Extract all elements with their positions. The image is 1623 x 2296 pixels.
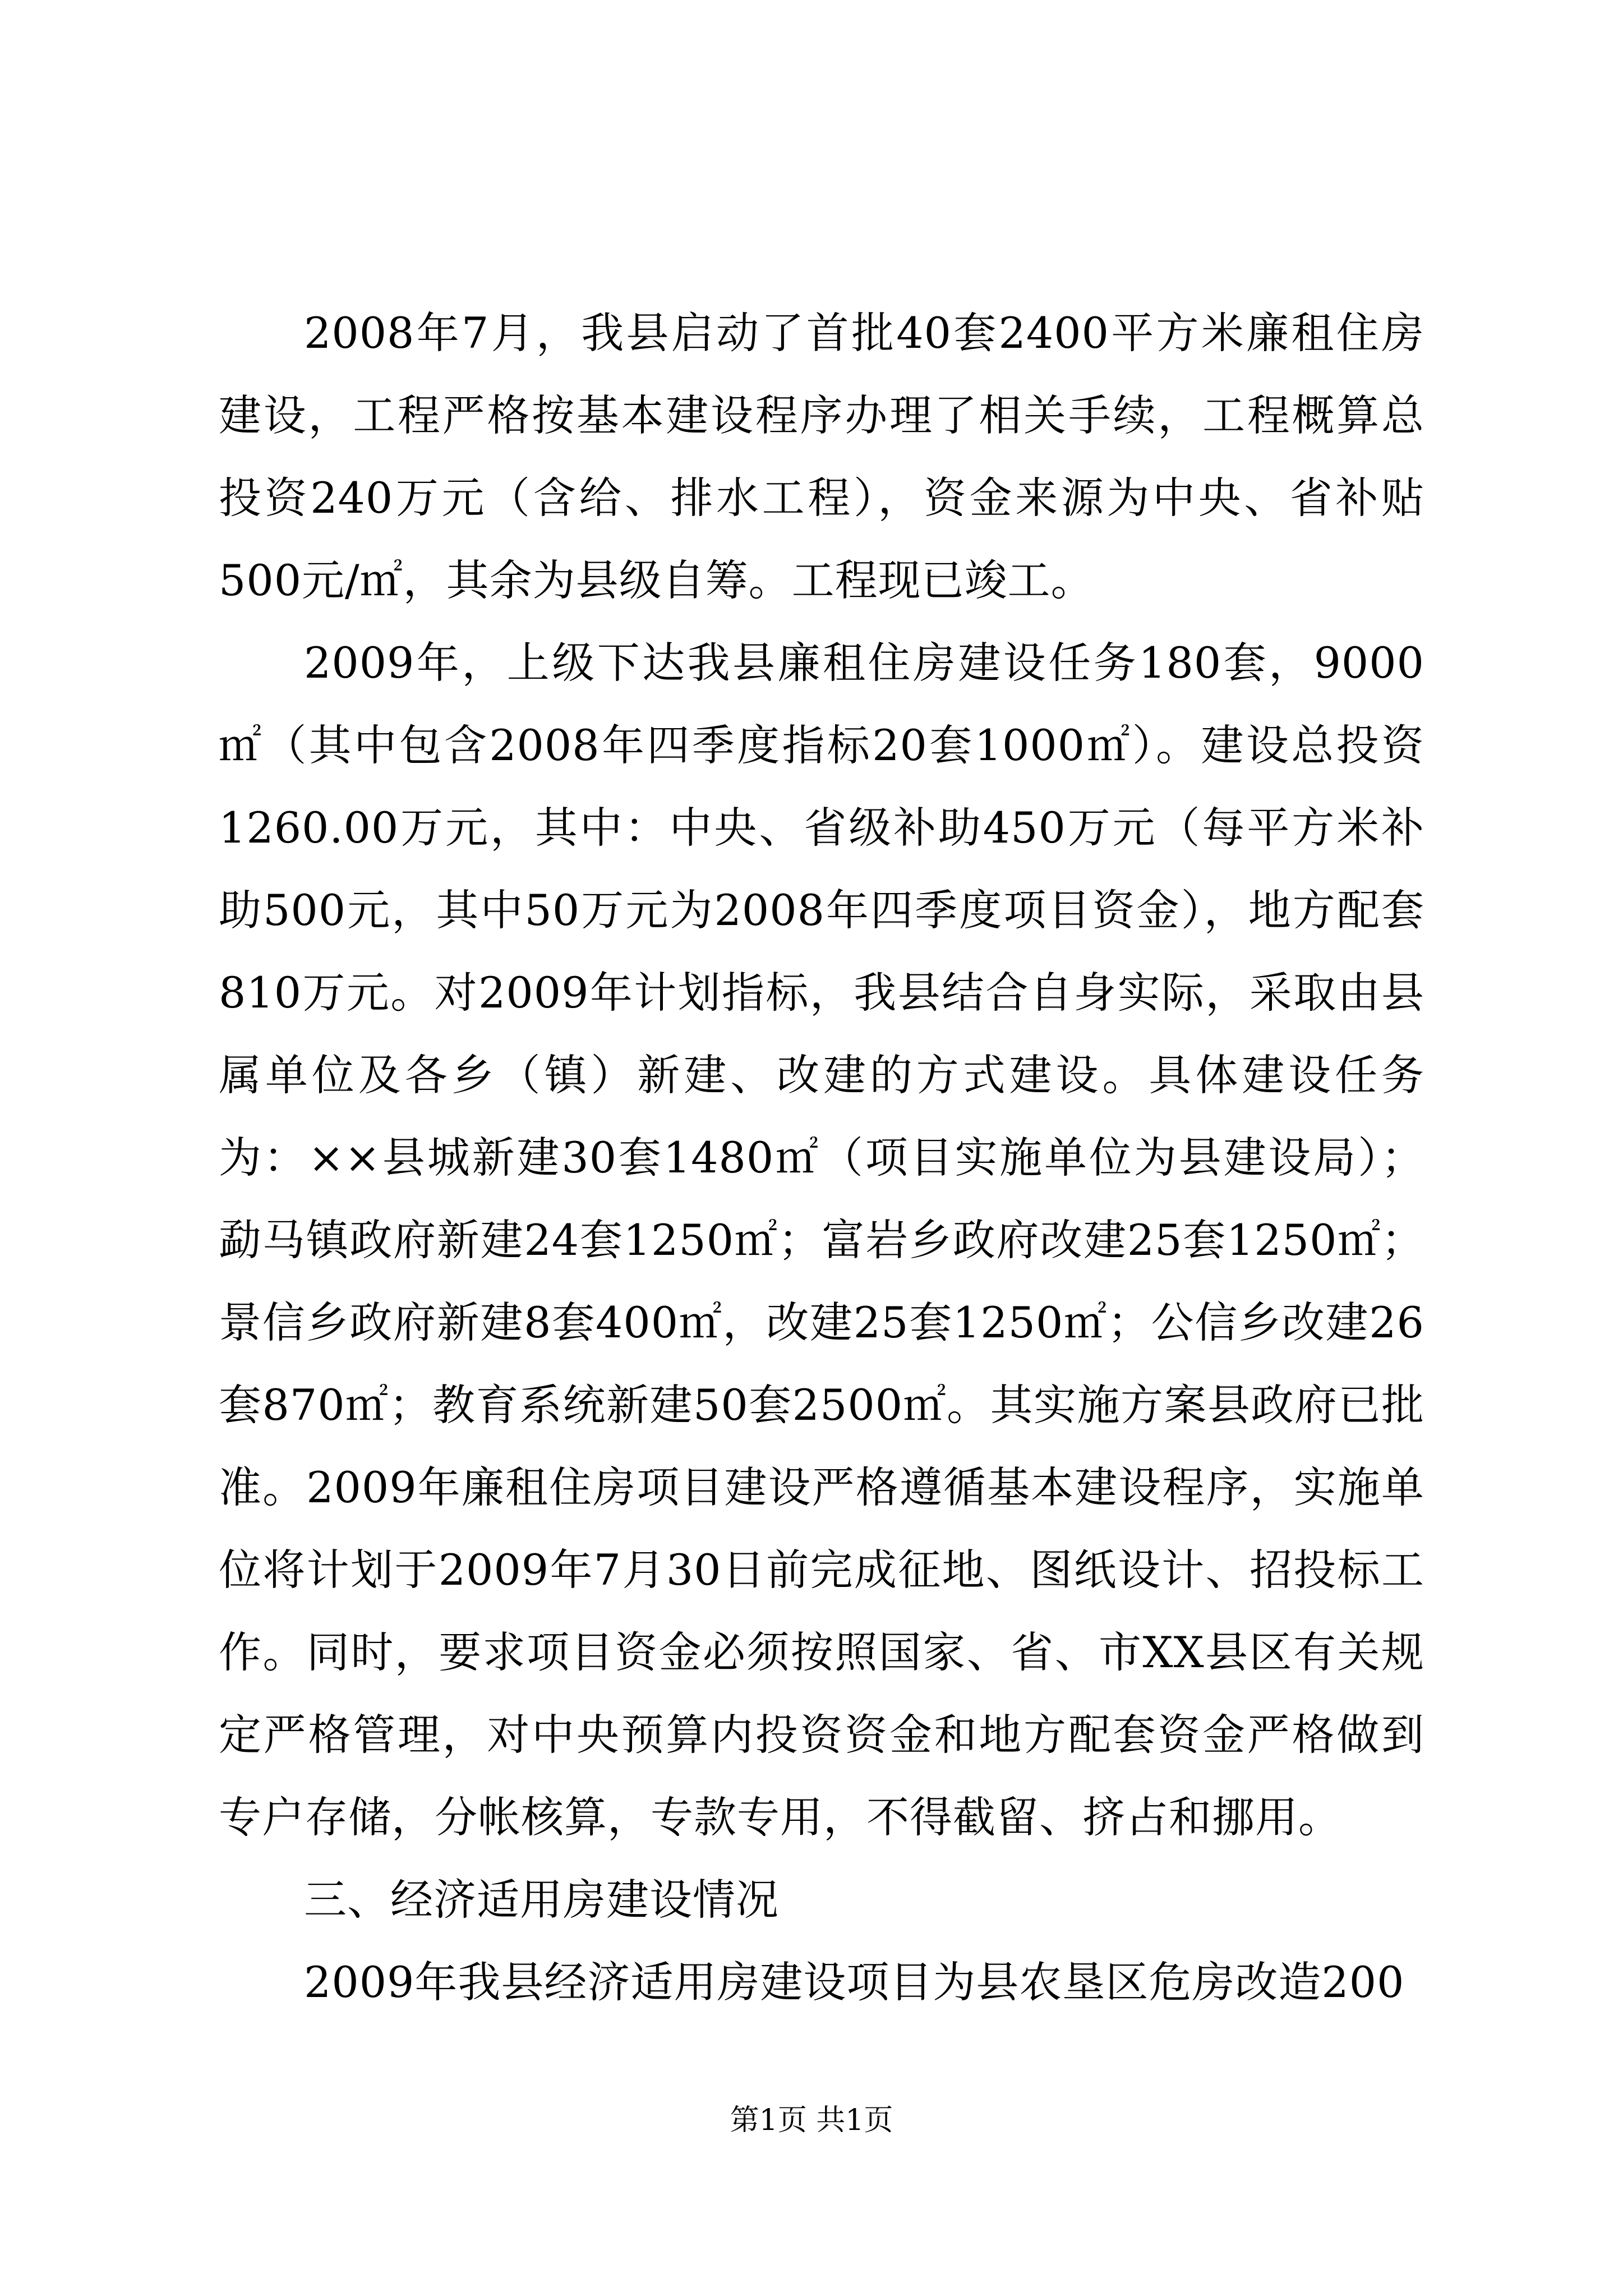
section-heading-affordable-housing: 三、经济适用房建设情况 [304, 1875, 779, 1925]
document-body [219, 292, 1424, 2023]
paragraph-lianzu-2009: 2009年，上级下达我县廉租住房建设任务180套，9000㎡（其中包含2008年四季度指标20套1000㎡）。建设总投资1260.00万元，其中：中央、省级补助450万元（每平方米补助500元，其中50万元为2008年四季度项目资金），地方配套810万元。对2009年计划指标，我县结合自身实际，采取由县属单位及各乡（镇）新建、改建的方式建设。具体建设任务为：××县城新建30套1480㎡（项目实施单位为县建设局）；勐马镇政府新建24套1250㎡；富岩乡政府改建25套1250㎡；景信乡政府新建8套400㎡，改建25套1250㎡；公信乡改建26套870㎡；教育系统新建50套2500㎡。其实施方案县政府已批准。2009年廉租住房项目建设严格遵循基本建设程序，实施单位将计划于2009年7月30日前完成征地、图纸设计、招投标工作。同时，要求项目资金必须按照国家、省、市XX县区有关规定严格管理，对中央预算内投资资金和地方配套资金严格做到专户存储，分帐核算，专款专用，不得截留、挤占和挪用。 [219, 638, 1424, 1842]
paragraph-lianzu-2008: 2008年7月，我县启动了首批40套2400平方米廉租住房建设，工程严格按基本建设程序办理了相关手续，工程概算总投资240万元（含给、排水工程），资金来源为中央、省补贴500元/㎡，其余为县级自筹。工程现已竣工。 [219, 308, 1424, 605]
page-footer: 第1页 共1页 [730, 2104, 893, 2137]
paragraph-affordable-housing-2009: 2009年我县经济适用房建设项目为县农垦区危房改造200 [304, 1957, 1405, 2007]
